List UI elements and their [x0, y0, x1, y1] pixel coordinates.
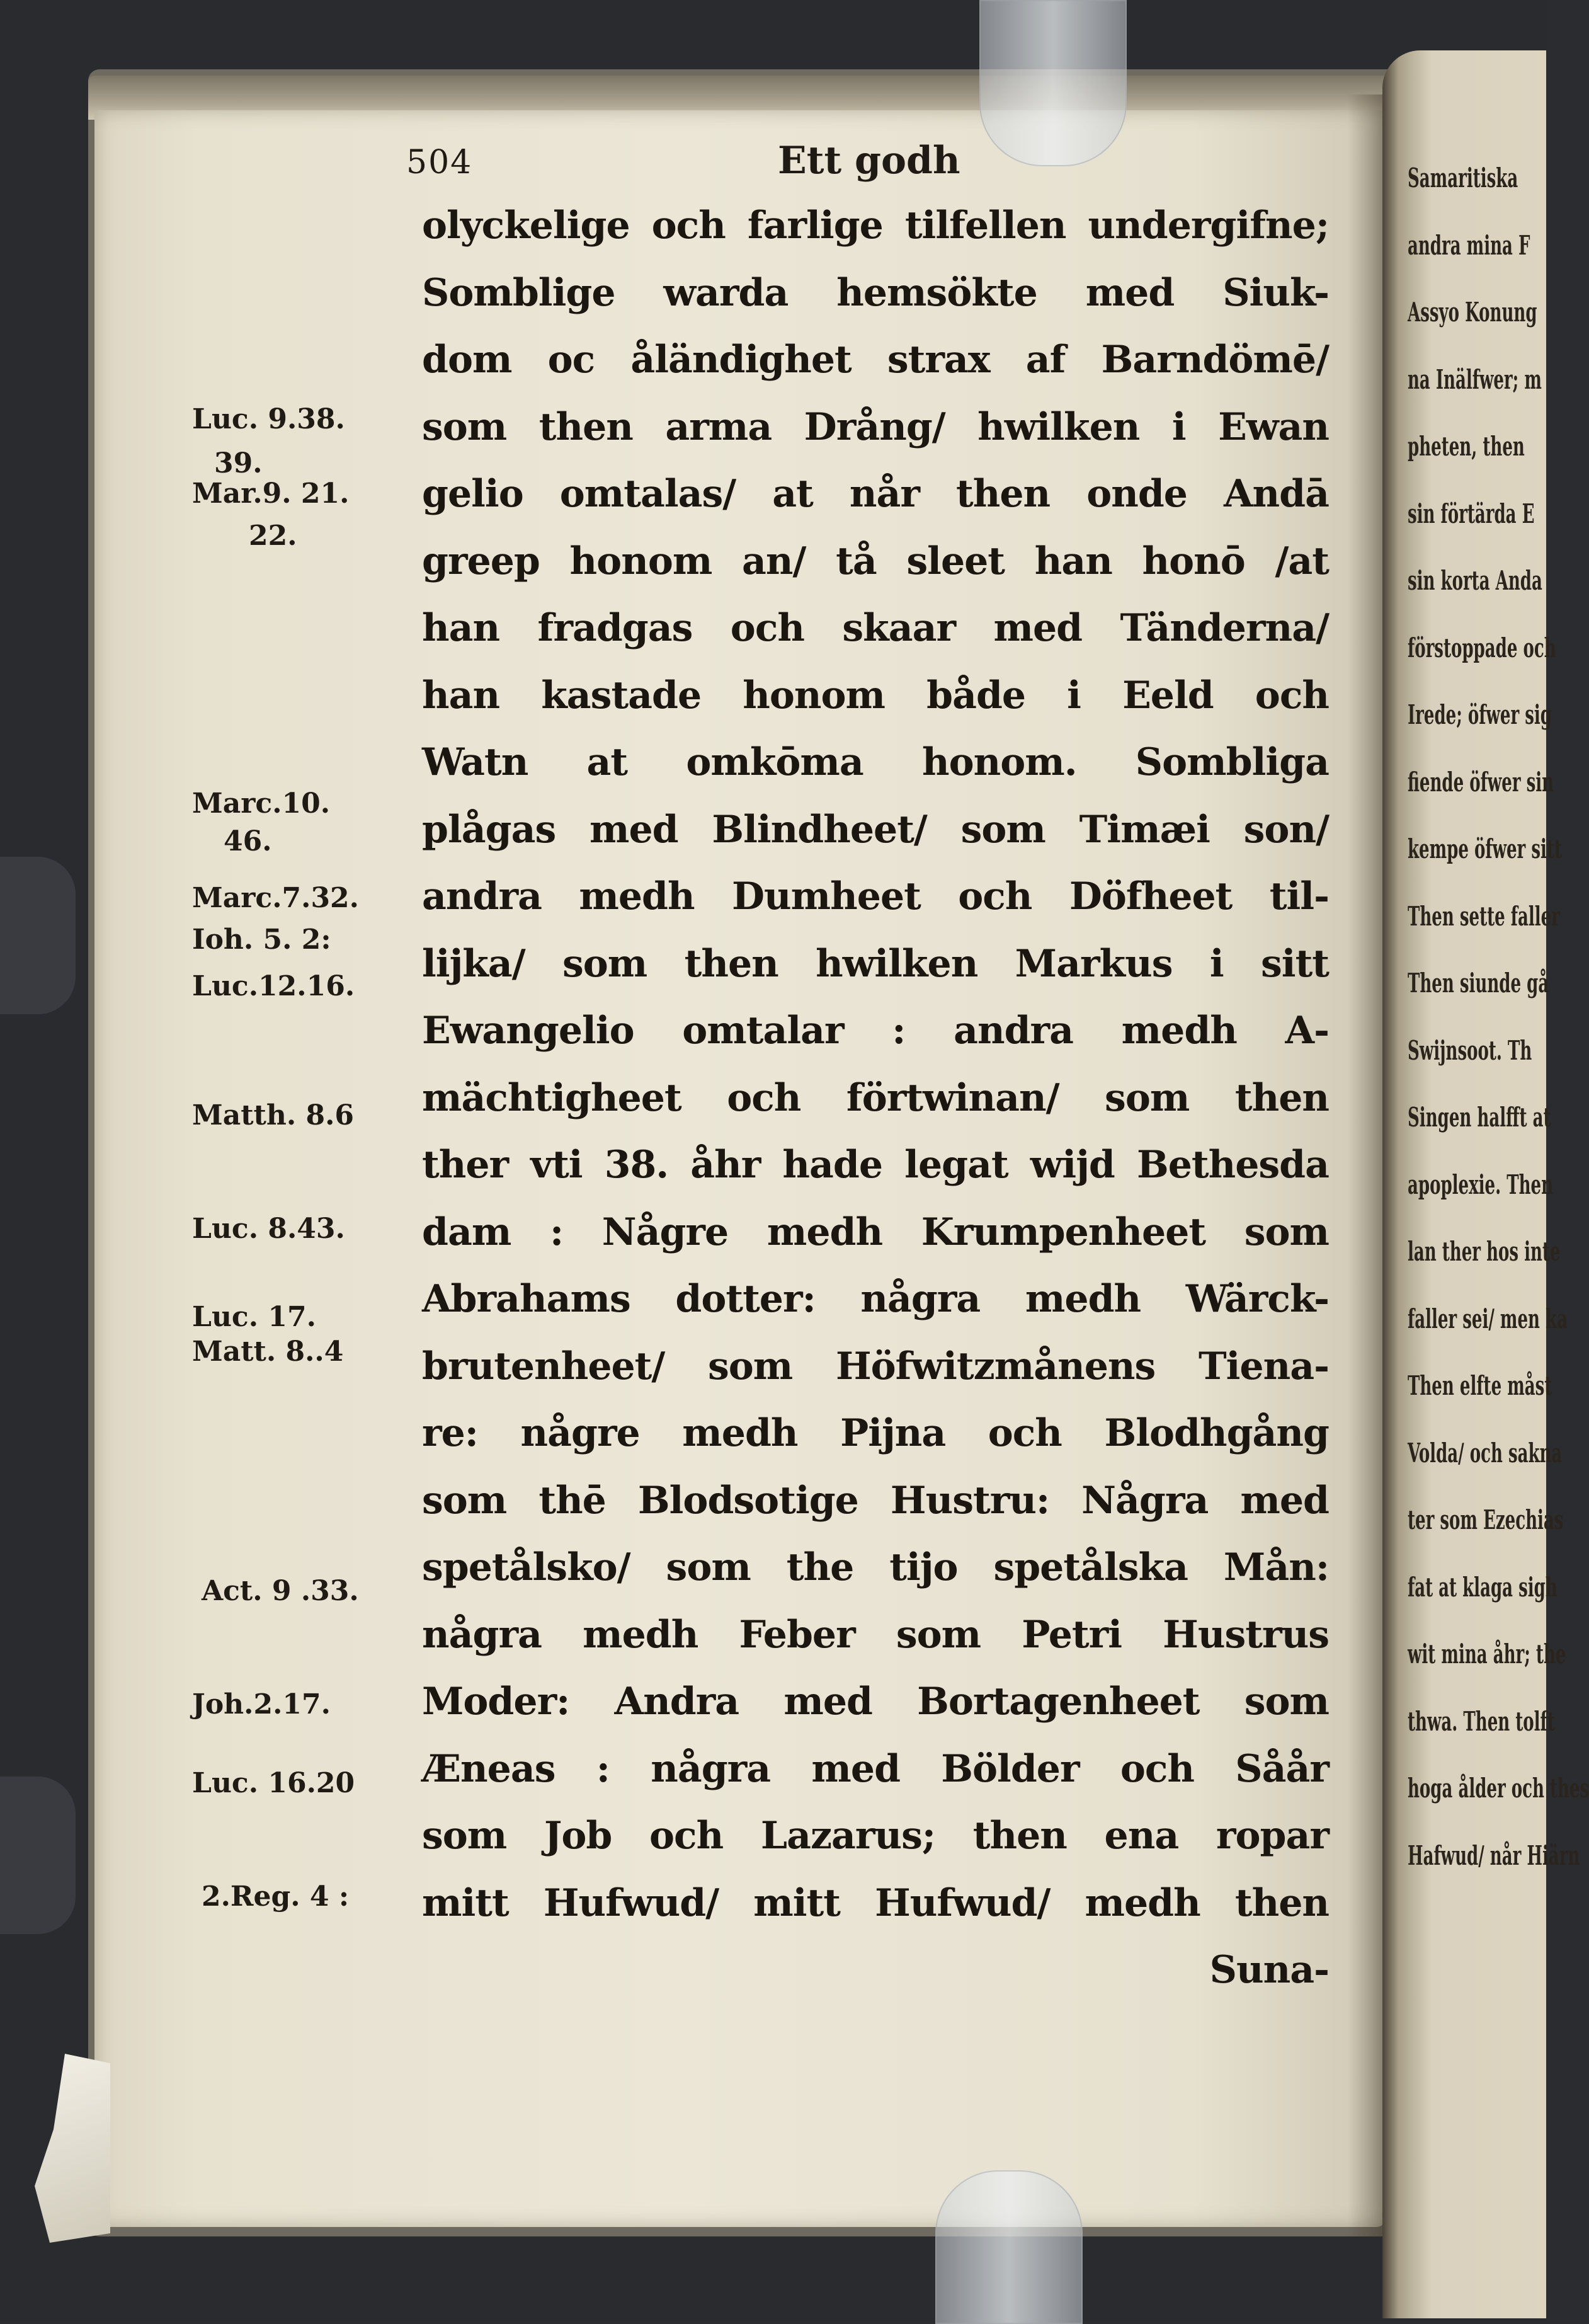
margin-reference: 39.	[214, 447, 263, 479]
margin-reference: Marc.7.32.	[192, 882, 359, 914]
body-text	[422, 192, 1329, 2004]
facing-text-line: faller sei/ men ka	[1408, 1303, 1568, 1334]
text-line: Suna-	[1209, 1948, 1329, 1992]
facing-text-line: thwa. Then tolft	[1408, 1705, 1555, 1737]
margin-reference: Act. 9 .33.	[202, 1575, 359, 1607]
text-line: ther vti 38. åhr hade legat wijd Bethesda	[422, 1143, 1329, 1187]
margin-reference: Luc.12.16.	[192, 970, 355, 1002]
facing-text-line: Then siunde gå	[1408, 968, 1549, 999]
facing-page-text	[1408, 145, 1589, 1889]
text-line: dam : Någre medh Krumpenheet som	[422, 1210, 1329, 1254]
facing-text-line: fiende öfwer sin	[1408, 766, 1554, 798]
plastic-clip-top	[979, 0, 1127, 166]
facing-text-line: sin förtärda E	[1408, 498, 1535, 529]
page-number: 504	[406, 144, 473, 181]
facing-text-line: Assyo Konung	[1408, 297, 1537, 328]
text-line: brutenheet/ som Höfwitzmånens Tiena-	[422, 1344, 1329, 1388]
margin-reference: Joh.2.17.	[192, 1688, 331, 1720]
facing-text-line: apoplexie. Then	[1408, 1169, 1554, 1200]
text-line: Watn at omkōma honom. Sombliga	[422, 740, 1329, 784]
facing-text-line: Then sette faller	[1408, 900, 1560, 932]
margin-reference: Luc. 8.43.	[192, 1213, 345, 1245]
text-line: Somblige warda hemsökte med Siuk-	[422, 270, 1329, 315]
facing-text-line: na Inälfwer; m	[1408, 363, 1542, 395]
scanner-clamp-left-upper	[0, 857, 76, 1014]
facing-text-line: andra mina F	[1408, 229, 1530, 261]
page-header	[406, 139, 1313, 188]
text-line: mächtigheet och förtwinan/ som then	[422, 1075, 1329, 1120]
plastic-clip-bottom	[935, 2170, 1083, 2324]
running-title: Ett godh	[778, 139, 960, 183]
facing-text-line: förstoppade och	[1408, 632, 1556, 663]
margin-reference: Ioh. 5. 2:	[192, 924, 331, 956]
scanner-clamp-left-lower	[0, 1777, 76, 1934]
text-line: olyckelige och farlige tilfellen undergifne;	[422, 203, 1329, 248]
text-line: mitt Hufwud/ mitt Hufwud/ medh then	[422, 1880, 1329, 1925]
facing-text-line: sin korta Anda	[1408, 565, 1542, 596]
facing-text-line: Samaritiska	[1408, 163, 1518, 193]
text-line: gelio omtalas/ at når then onde Andā	[422, 472, 1329, 516]
text-line: lijka/ som then hwilken Markus i sitt	[422, 941, 1329, 986]
text-line: greep honom an/ tå sleet han honō /at	[422, 539, 1329, 583]
facing-text-line: kempe öfwer sitt	[1408, 833, 1562, 864]
text-line: re: någre medh Pijna och Blodhgång	[422, 1411, 1329, 1455]
text-line: som then arma Drång/ hwilken i Ewan	[422, 404, 1329, 449]
text-line: dom oc åländighet strax af Barndömē/	[422, 338, 1329, 382]
margin-reference: 46.	[224, 825, 272, 857]
text-line: som Job och Lazarus; then ena ropar	[422, 1814, 1329, 1858]
margin-reference: Matth. 8.6	[192, 1099, 355, 1131]
facing-text-line: ter som Ezechias	[1408, 1504, 1564, 1535]
text-line: Abrahams dotter: några medh Wärck-	[422, 1277, 1329, 1321]
facing-text-line: Volda/ och sakna	[1408, 1437, 1563, 1468]
text-line: han kastade honom både i Eeld och	[422, 673, 1329, 718]
text-line: han fradgas och skaar med Tänderna/	[422, 606, 1329, 650]
margin-reference: Marc.10.	[192, 787, 331, 820]
text-line: spetålsko/ som the tijo spetålska Mån:	[422, 1545, 1329, 1589]
facing-text-line: Swijnsoot. Th	[1408, 1034, 1532, 1066]
facing-text-line: pheten, then	[1408, 431, 1525, 462]
margin-reference: Luc. 17.	[192, 1301, 316, 1333]
margin-reference: 2.Reg. 4 :	[202, 1880, 350, 1913]
margin-reference: Luc. 9.38.	[192, 403, 345, 435]
facing-text-line: lan ther hos inte	[1408, 1236, 1561, 1267]
text-line: Moder: Andra med Bortagenheet som	[422, 1680, 1329, 1724]
text-line: plågas med Blindheet/ som Timæi son/	[422, 807, 1329, 852]
facing-text-line: Singen halfft at	[1408, 1102, 1551, 1133]
facing-text-line: Irede; öfwer sig	[1408, 699, 1552, 730]
facing-text-line: hoga ålder och thes	[1408, 1773, 1589, 1804]
facing-text-line: fat at klaga sigh	[1408, 1571, 1558, 1603]
margin-reference: Matt. 8..4	[192, 1336, 344, 1368]
margin-reference: 22.	[249, 520, 297, 552]
text-line: andra medh Dumheet och Döfheet til-	[422, 874, 1329, 919]
facing-text-line: Then elfte måst	[1408, 1370, 1552, 1401]
margin-reference: Mar.9. 21.	[192, 478, 350, 510]
text-line: Ewangelio omtalar : andra medh A-	[422, 1009, 1329, 1053]
facing-text-line: wit mina åhr; the	[1408, 1639, 1566, 1669]
margin-reference: Luc. 16.20	[192, 1767, 355, 1799]
text-line: som thē Blodsotige Hustru: Några med	[422, 1478, 1329, 1523]
text-line: några medh Feber som Petri Hustrus	[422, 1612, 1329, 1657]
facing-text-line: Hafwud/ når Hiärn	[1408, 1840, 1580, 1871]
text-line: Æneas : några med Bölder och Såår	[422, 1746, 1329, 1791]
